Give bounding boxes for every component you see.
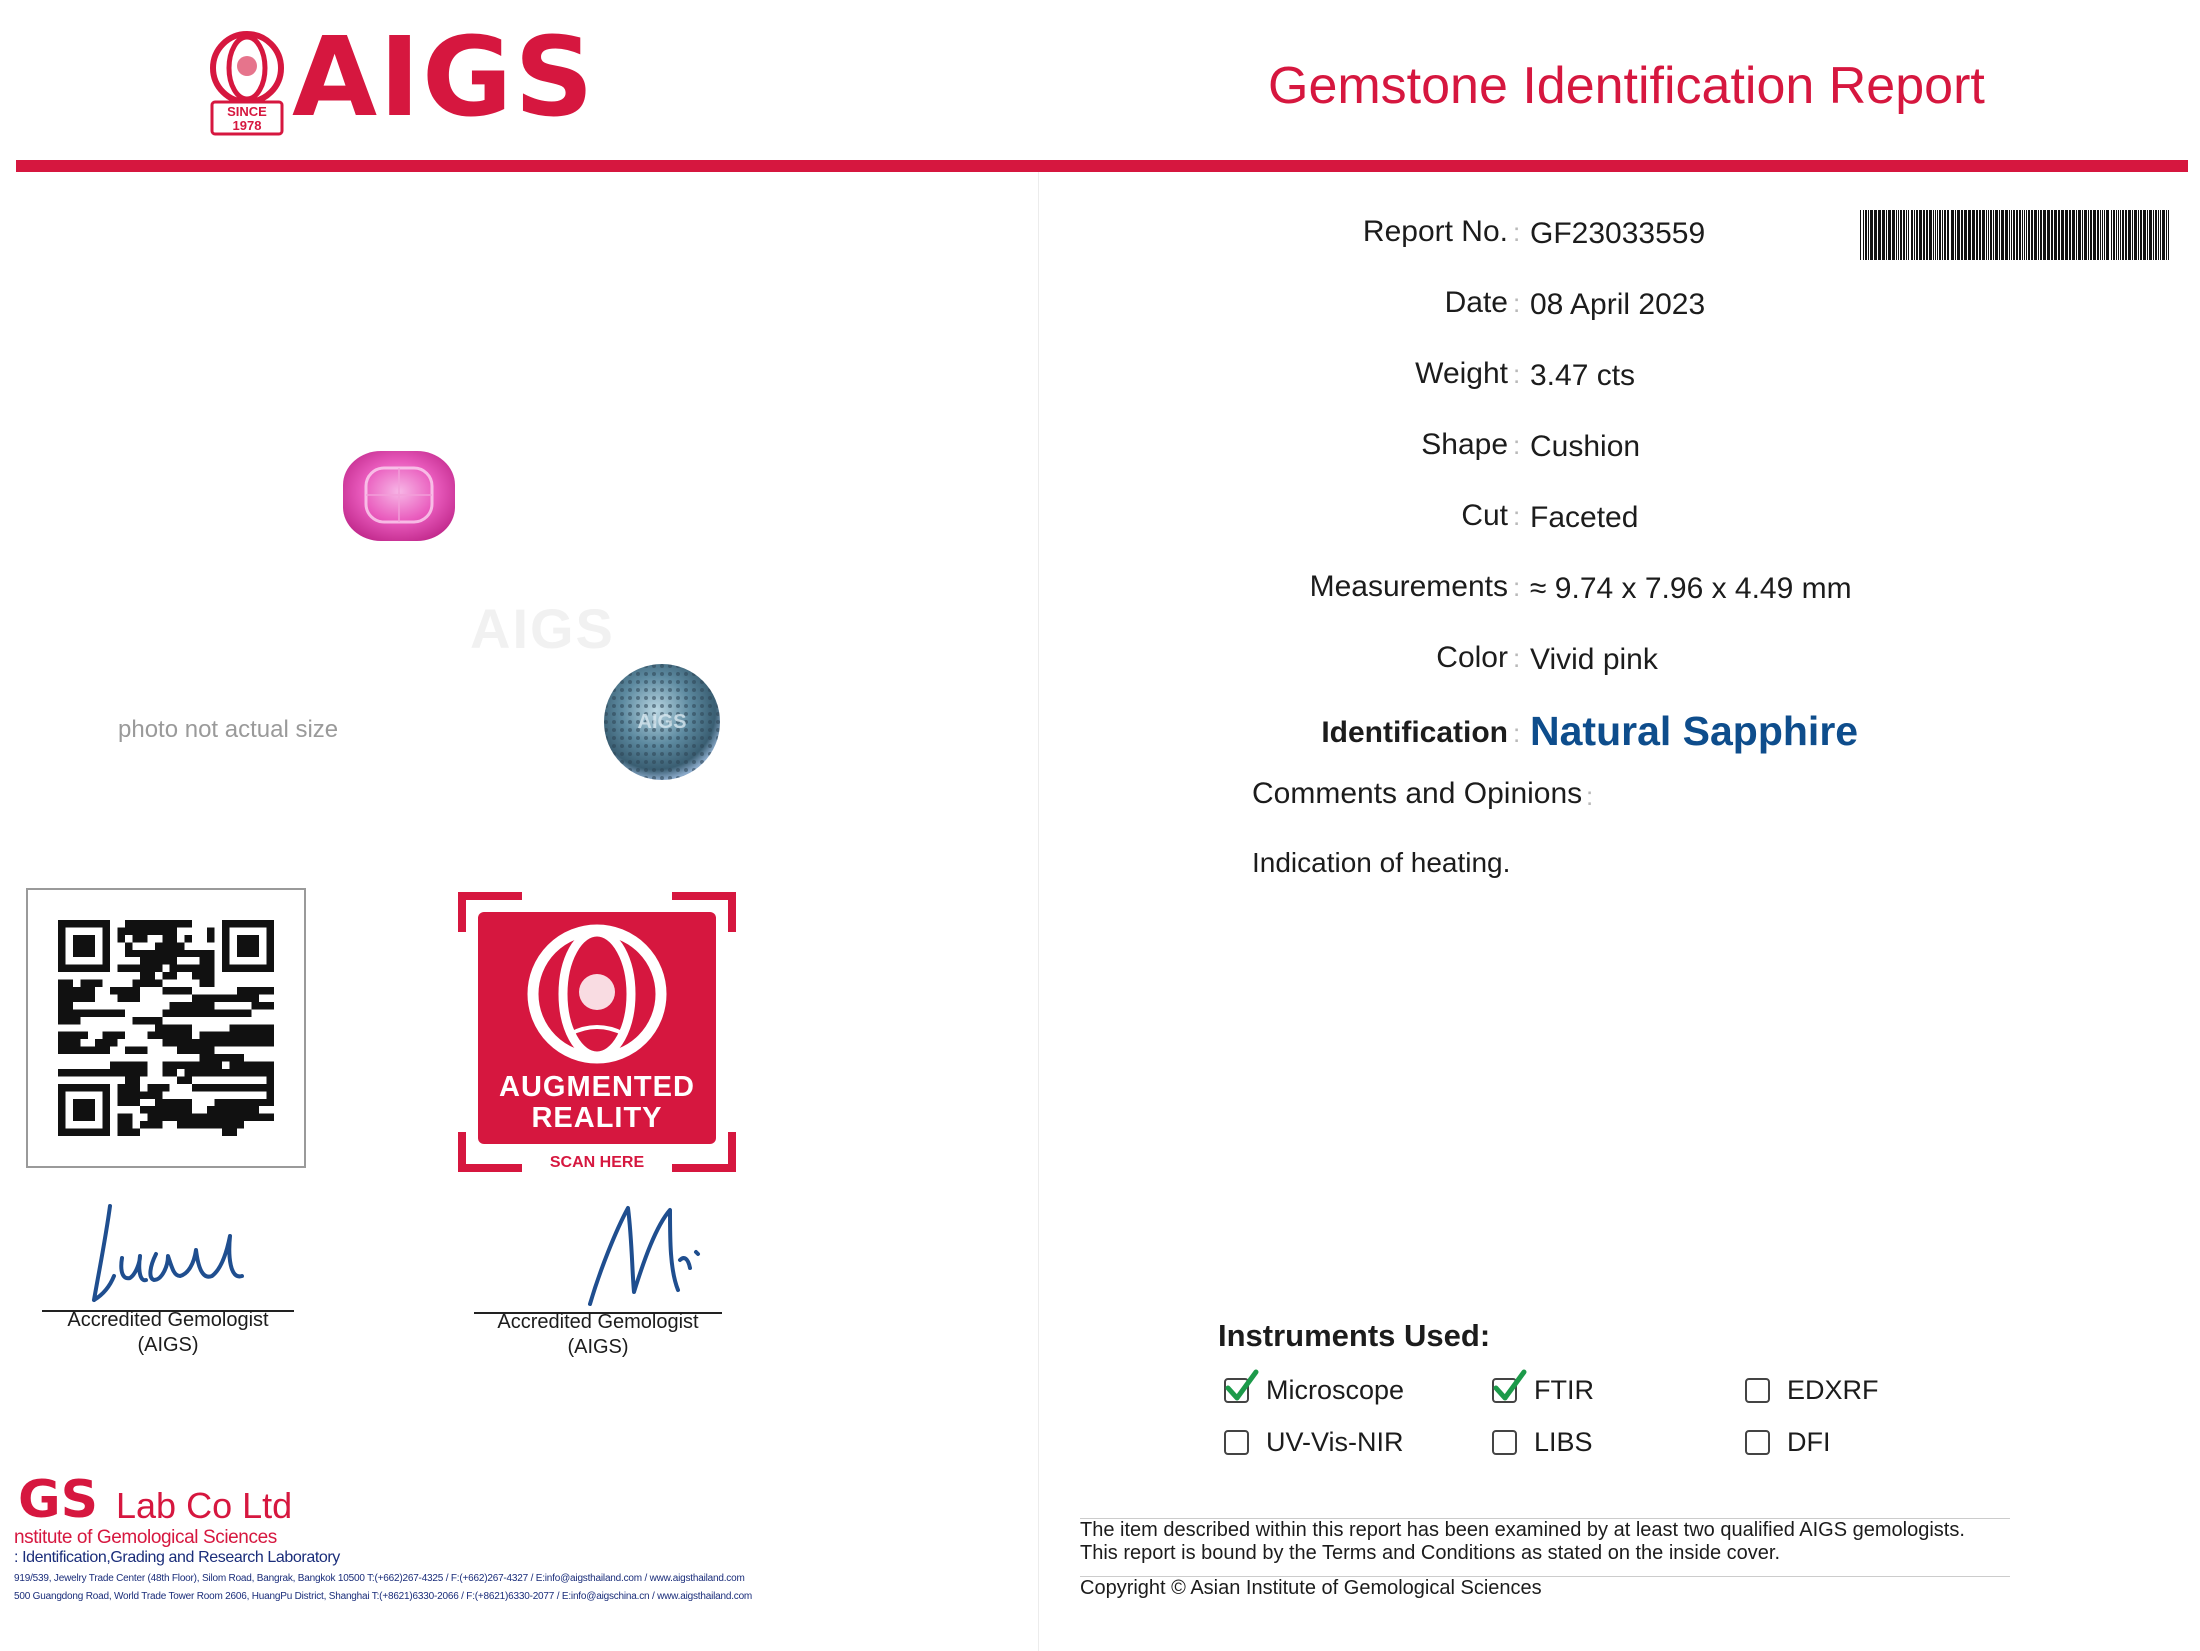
field-label: Date [1444,286,1508,319]
field-colon: : [1513,501,1521,531]
instrument-checkbox[interactable] [1224,1430,1249,1455]
instrument-label: LIBS [1534,1427,1593,1457]
signature-title: Accredited Gemologist [497,1311,699,1333]
signature-caption-2 [472,1310,724,1360]
field-label: Shape [1421,428,1508,461]
field-label: Report No. [1362,215,1508,248]
checkmark-icon [1222,1366,1260,1404]
aigs-logo-emblem [202,30,292,138]
barcode-icon [1860,210,2170,260]
gemologist-signature-2 [520,1200,790,1310]
instrument-label: DFI [1787,1427,1831,1457]
lab-address-bangkok: 919/539, Jewelry Trade Center (48th Floor), Silom Road, Bangrak, Bangkok 10500 T:(+662)267-4325 / F:(+662)267-4327 / E:info@aigsthailand.com / www.aigsthailand.com [14,1573,745,1584]
signature-title: Accredited Gemologist [67,1309,269,1331]
hologram-text: AIGS [637,711,687,733]
qr-code-frame[interactable] [26,888,306,1168]
field-label: Color [1436,641,1508,674]
disclaimer-line-2: This report is bound by the Terms and Conditions as stated on the inside cover. [1080,1542,1781,1564]
field-value: 08 April 2023 [1530,288,1706,321]
ar-label-line1: AUGMENTED [499,1071,695,1103]
aigs-logo-text: AIGS [292,13,596,141]
qr-code-icon[interactable] [58,920,274,1136]
comments-label: Comments and Opinions [1252,777,1583,810]
hologram-seal-icon [602,662,722,782]
field-value: ≈ 9.74 x 7.96 x 4.49 mm [1530,572,1852,605]
report-title: Gemstone Identification Report [1268,57,1985,115]
copyright-notice: Copyright © Asian Institute of Gemological Sciences [1080,1577,1542,1599]
field-colon: : [1513,430,1521,460]
gemologist-signature-1 [70,1196,340,1306]
lab-name: Lab Co Ltd [116,1485,293,1526]
field-value: Faceted [1530,501,1639,534]
comments-colon: : [1586,781,1594,811]
ar-scan-here: SCAN HERE [549,1154,645,1171]
field-label: Cut [1461,499,1508,532]
field-label: Measurements [1309,570,1508,603]
ar-label-line2: REALITY [531,1102,663,1134]
instrument-checkbox[interactable] [1745,1430,1770,1455]
identification-label: Identification [1321,716,1508,749]
field-colon: : [1513,217,1521,247]
logo-since: SINCE [227,104,267,119]
signature-caption-1 [40,1308,296,1358]
instrument-checkbox[interactable] [1745,1378,1770,1403]
field-colon: : [1513,572,1521,602]
instrument-checkbox[interactable] [1492,1430,1517,1455]
field-colon: : [1513,643,1521,673]
disclaimer-line-1: The item described within this report has been examined by at least two qualified AIGS gemologists. [1080,1519,1965,1541]
field-colon: : [1513,288,1521,318]
identification-colon: : [1513,718,1521,748]
checkmark-icon [1490,1366,1528,1404]
augmented-reality-badge[interactable] [458,892,736,1172]
instrument-label: FTIR [1534,1375,1594,1405]
identification-value: Natural Sapphire [1530,708,1859,754]
field-value: Cushion [1530,430,1641,463]
instrument-label: UV-Vis-NIR [1266,1427,1404,1457]
logo-year: 1978 [232,118,262,133]
signature-org: (AIGS) [567,1336,629,1358]
instrument-label: EDXRF [1787,1375,1879,1405]
field-value: GF23033559 [1530,217,1706,250]
ar-label [458,1072,736,1134]
center-fold-line [1038,172,1039,1651]
gs-lab-logo: GS [18,1470,99,1530]
field-colon: : [1513,359,1521,389]
header-divider [16,160,2188,172]
lab-institute: nstitute of Gemological Sciences [14,1527,277,1548]
instrument-label: Microscope [1266,1375,1405,1405]
instruments-title: Instruments Used: [1218,1318,1491,1353]
gemstone-photo [340,448,458,544]
lab-subtitle: : Identification,Grading and Research Laboratory [14,1549,340,1566]
comments-text: Indication of heating. [1252,847,1511,878]
field-value: 3.47 cts [1530,359,1636,392]
field-label: Weight [1415,357,1508,390]
lab-address-shanghai: 500 Guangdong Road, World Trade Tower Room 2606, HuangPu District, Shanghai T:(+8621)6330-2066 / F:(+8621)6330-2077 / E:info@aigschina.cn / www.aigsthailand.com [14,1591,753,1602]
signature-org: (AIGS) [137,1334,199,1356]
photo-not-actual-size-note: photo not actual size [118,716,339,743]
aigs-watermark: AIGS [470,597,615,660]
field-value: Vivid pink [1530,643,1658,676]
